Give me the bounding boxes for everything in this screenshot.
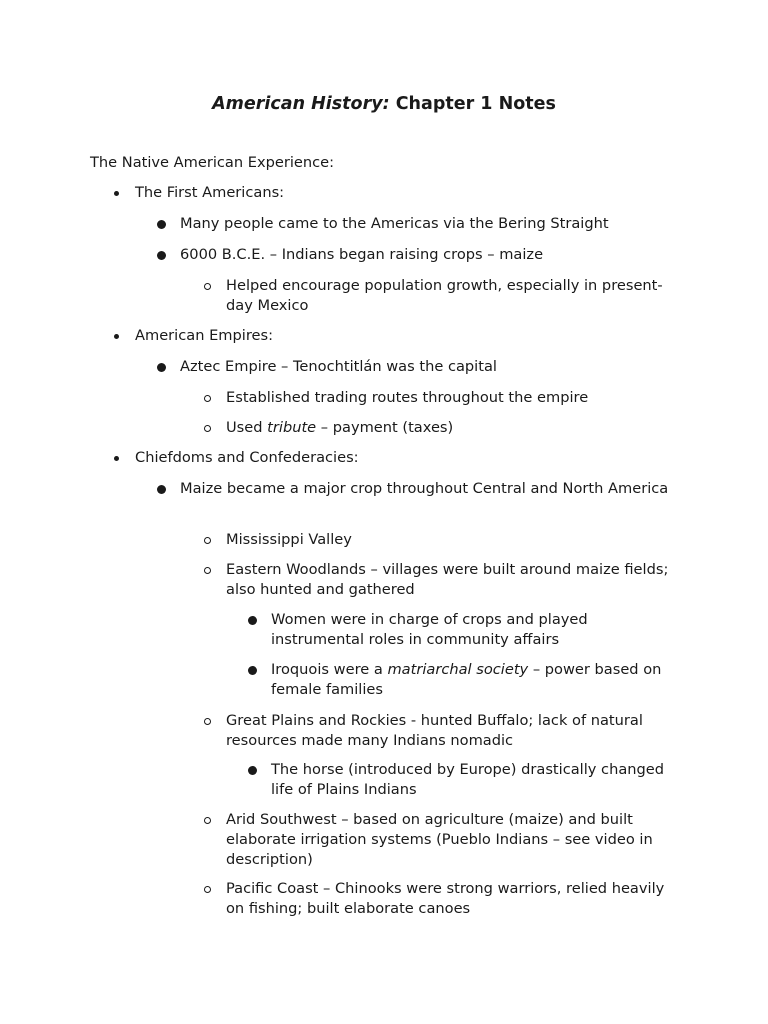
list-item <box>226 530 681 550</box>
bullet-icon <box>247 660 261 680</box>
bullet-icon <box>156 214 170 234</box>
circle-bullet-icon <box>202 810 216 830</box>
page-title-italic: American History: <box>212 94 390 114</box>
bullet-icon <box>156 245 170 265</box>
circle-bullet-icon <box>202 711 216 731</box>
list-item <box>271 760 681 800</box>
list-item <box>226 560 681 600</box>
list-item-text: Maize became a major crop throughout Central and North America <box>180 480 669 497</box>
list-item-text: Chiefdoms and Confederacies: <box>135 449 359 466</box>
list-item-text: Women were in charge of crops and played instrumental roles in community affairs <box>271 611 588 648</box>
list-item-text: The horse (introduced by Europe) drastically changed life of Plains Indians <box>271 761 665 798</box>
bullet-icon <box>111 326 125 346</box>
bullet-icon <box>247 760 261 780</box>
list-item-text: American Empires: <box>135 327 274 344</box>
page-title <box>0 92 768 116</box>
list-item <box>226 276 681 316</box>
list-item-text-post: – power based on female families <box>271 661 662 698</box>
circle-bullet-icon <box>202 879 216 899</box>
list-item-text-pre: Iroquois were a <box>271 661 388 678</box>
bullet-icon <box>156 357 170 377</box>
list-item <box>226 388 681 408</box>
list-item <box>271 610 681 650</box>
list-item <box>135 326 675 346</box>
list-item-emphasis: matriarchal society <box>387 661 529 678</box>
list-item-text: Eastern Woodlands – villages were built around maize fields; also hunted and gathered <box>226 561 669 598</box>
list-item-text-post: – payment (taxes) <box>316 419 454 436</box>
list-item-text-pre: Used <box>226 419 268 436</box>
bullet-icon <box>247 610 261 630</box>
list-item-text: Arid Southwest – based on agriculture (maize) and built elaborate irrigation systems (Pueblo Indians – see video in description) <box>226 811 653 868</box>
circle-bullet-icon <box>202 418 216 438</box>
list-item <box>180 357 675 377</box>
list-item <box>135 448 675 468</box>
list-item-emphasis: tribute <box>267 419 317 436</box>
list-item <box>226 810 681 870</box>
section-heading: The Native American Experience: <box>90 154 335 171</box>
bullet-icon <box>111 183 125 203</box>
list-item-text: Many people came to the Americas via the Bering Straight <box>180 215 609 232</box>
circle-bullet-icon <box>202 560 216 580</box>
circle-bullet-icon <box>202 276 216 296</box>
list-item <box>271 660 681 700</box>
list-item-text: Established trading routes throughout the empire <box>226 389 589 406</box>
list-item-text: The First Americans: <box>135 184 285 201</box>
circle-bullet-icon <box>202 388 216 408</box>
bullet-icon <box>156 479 170 499</box>
page-title-rest: Chapter 1 Notes <box>389 94 556 114</box>
list-item <box>226 711 681 751</box>
circle-bullet-icon <box>202 530 216 550</box>
list-item <box>180 214 675 234</box>
list-item-text: Aztec Empire – Tenochtitlán was the capital <box>180 358 497 375</box>
list-item-text: Helped encourage population growth, especially in present-day Mexico <box>226 277 663 314</box>
bullet-icon <box>111 448 125 468</box>
list-item-text: Great Plains and Rockies - hunted Buffalo; lack of natural resources made many Indians nomadic <box>226 712 643 749</box>
list-item-text: 6000 B.C.E. – Indians began raising crops – maize <box>180 246 544 263</box>
list-item-text: Pacific Coast – Chinooks were strong warriors, relied heavily on fishing; built elaborate canoes <box>226 880 665 917</box>
list-item <box>180 245 675 265</box>
list-item <box>226 418 681 438</box>
list-item <box>135 183 675 203</box>
list-item <box>226 879 681 919</box>
list-item-text: Mississippi Valley <box>226 531 352 548</box>
list-item <box>180 479 675 499</box>
